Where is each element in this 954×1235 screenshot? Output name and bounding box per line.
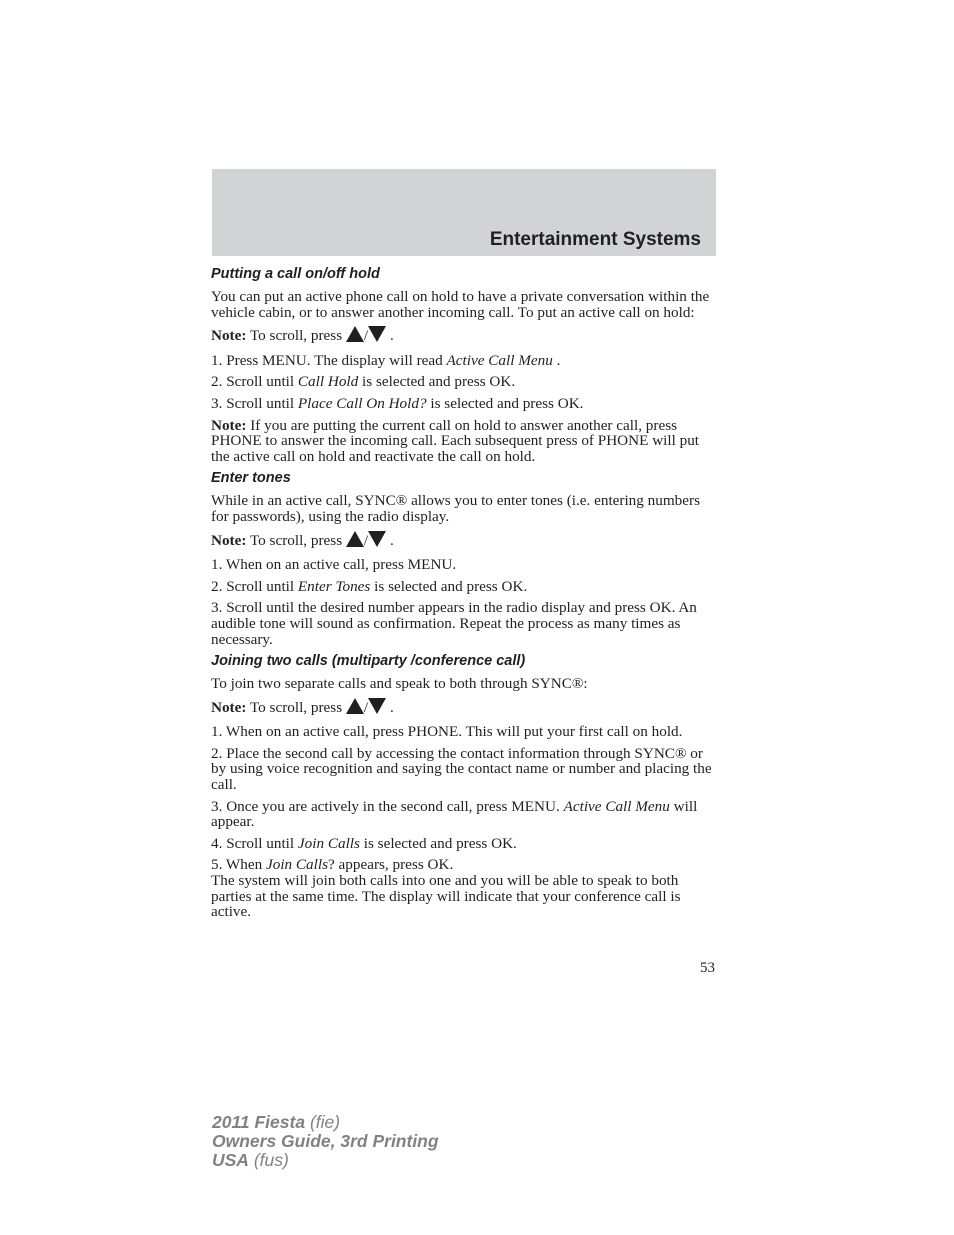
page-number: 53 <box>700 960 715 976</box>
note-scroll <box>211 531 716 551</box>
arrow-up-icon <box>346 698 364 718</box>
arrow-down-icon <box>368 531 386 551</box>
step-menu-name: Place Call On Hold? <box>297 394 427 412</box>
note-text: To scroll, press <box>249 327 343 345</box>
note-hold <box>211 418 716 465</box>
step-text: 4. Scroll until <box>211 834 295 852</box>
step-text: 5. When <box>211 856 263 874</box>
arrow-down-icon <box>368 326 386 346</box>
footer-line-2 <box>212 1132 439 1151</box>
note-slash: / <box>363 531 369 549</box>
paragraph-intro-hold: You can put an active phone call on hold to have a private conversation within the vehicle cabin, or to answer another incoming call. To put an active call on hold: <box>211 288 710 321</box>
step-3 <box>211 799 716 830</box>
step-3 <box>211 396 716 412</box>
step-text: 3. Scroll until <box>211 394 295 412</box>
step-1: 1. When on an active call, press PHONE. This will put your first call on hold. <box>211 723 683 741</box>
section-header-band <box>212 169 716 256</box>
footer-model: 2011 Fiesta <box>212 1112 306 1132</box>
paragraph-intro-tones: While in an active call, SYNC® allows you to enter tones (i.e. entering numbers for passwords), using the radio display. <box>211 492 700 525</box>
step-3: 3. Scroll until the desired number appears in the radio display and press OK. An audible tone will sound as confirmation. Repeat the process as many times as necessary. <box>211 599 697 648</box>
step-text: 3. Once you are actively in the second call, press MENU. <box>211 797 560 815</box>
arrow-up-icon <box>346 531 364 551</box>
paragraph-intro-join: To join two separate calls and speak to both through SYNC®: <box>211 675 588 693</box>
paragraph-closing: The system will join both calls into one and you will be able to speak to both parties at the same time. The display will indicate that your conference call is active. <box>211 872 681 921</box>
note-slash: / <box>363 327 369 345</box>
step-menu-name: Enter Tones <box>297 577 371 595</box>
step-text: 2. Scroll until <box>211 577 295 595</box>
note-scroll <box>211 698 716 718</box>
note-slash: / <box>363 698 369 716</box>
heading-joining-calls: Joining two calls (multiparty /conference call) <box>211 653 526 670</box>
step-2 <box>211 374 716 390</box>
note-text: To scroll, press <box>249 698 343 716</box>
step-text: 1. Press MENU. The display will read <box>211 351 443 369</box>
footer-market: USA <box>212 1150 249 1170</box>
step-menu-name: Call Hold <box>297 373 359 391</box>
step-text: 2. Scroll until <box>211 373 295 391</box>
step-text: . <box>556 351 561 369</box>
footer-market-code: (fus) <box>253 1150 289 1170</box>
heading-call-hold: Putting a call on/off hold <box>211 266 380 282</box>
step-text: is selected and press OK. <box>430 394 584 412</box>
note-scroll <box>211 326 716 346</box>
note-end: . <box>389 531 394 549</box>
note-label: Note: <box>211 531 247 549</box>
note-label: Note: <box>211 327 247 345</box>
step-menu-name: Join Calls <box>265 856 329 874</box>
arrow-down-icon <box>368 698 386 718</box>
step-5 <box>211 857 716 873</box>
footer-model-code: (fie) <box>309 1112 341 1132</box>
section-title: Entertainment Systems <box>489 229 701 250</box>
step-2: 2. Place the second call by accessing the contact information through SYNC® or by using voice recognition and saying the contact name or number and placing the call. <box>211 744 712 794</box>
step-1: 1. When on an active call, press MENU. <box>211 556 457 574</box>
footer-edition: Owners Guide, 3rd Printing <box>212 1131 439 1151</box>
step-menu-name: Active Call Menu <box>563 797 670 815</box>
note-label: Note: <box>211 416 247 434</box>
note-label: Note: <box>211 698 247 716</box>
heading-enter-tones: Enter tones <box>211 470 291 487</box>
footer-line-1 <box>212 1113 439 1132</box>
step-text: is selected and press OK. <box>363 834 517 852</box>
footer <box>212 1113 439 1170</box>
step-1 <box>211 353 716 369</box>
step-menu-name: Join Calls <box>297 834 360 852</box>
step-text: is selected and press OK. <box>362 373 516 391</box>
arrow-up-icon <box>346 326 364 346</box>
note-end: . <box>389 327 394 345</box>
note-end: . <box>389 698 394 716</box>
step-2 <box>211 579 716 595</box>
footer-line-3 <box>212 1151 439 1170</box>
step-text: will appear. <box>211 797 698 831</box>
page-content <box>211 266 716 926</box>
step-text: is selected and press OK. <box>374 577 528 595</box>
step-text: ? appears, press OK. <box>328 856 454 874</box>
step-4 <box>211 836 716 852</box>
note-text: To scroll, press <box>249 531 343 549</box>
step-menu-name: Active Call Menu <box>446 351 553 369</box>
note-text: If you are putting the current call on hold to answer another call, press PHONE to answer the incoming call. Each subsequent press of PHONE will put the active call on hold and reactivate the call on hold. <box>211 416 700 465</box>
